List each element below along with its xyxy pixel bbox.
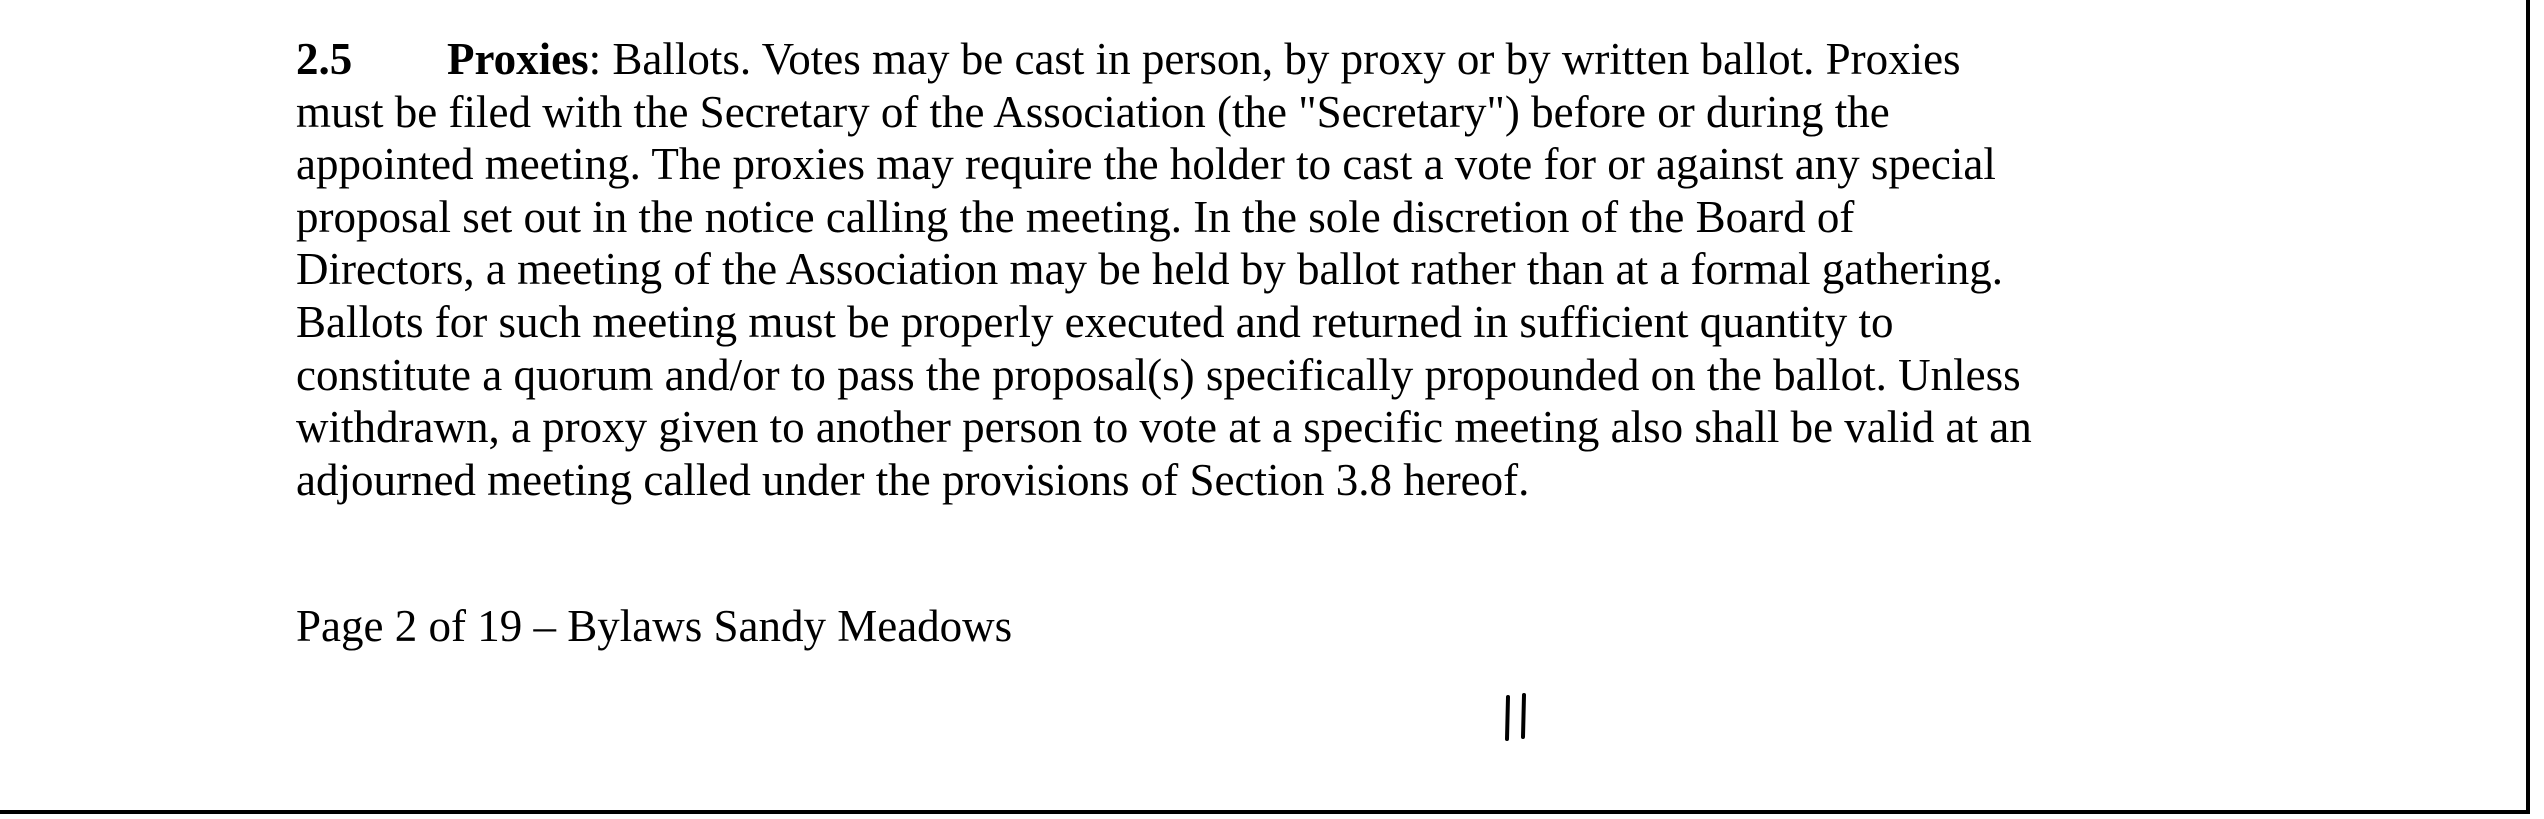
section-text-line: must be filed with the Secretary of the Association (the "Secretary") before or during the bbox=[296, 86, 1890, 137]
section-text-line: adjourned meeting called under the provisions of Section 3.8 hereof. bbox=[296, 454, 1530, 505]
section-number: 2.5 bbox=[296, 34, 353, 84]
section-text-line: : Ballots. Votes may be cast in person, by proxy or by written ballot. Proxies bbox=[588, 34, 1961, 84]
section-text-line: Ballots for such meeting must be properly executed and returned in sufficient quantity to bbox=[296, 296, 1894, 347]
section-line-1 bbox=[296, 33, 2536, 86]
section-text-line: appointed meeting. The proxies may require the holder to cast a vote for or against any special bbox=[296, 139, 1996, 190]
section-text-line: proposal set out in the notice calling the meeting. In the sole discretion of the Board of bbox=[296, 191, 1855, 242]
page-border-bottom bbox=[0, 810, 2530, 814]
section-2-5 bbox=[296, 33, 2536, 506]
handwritten-mark bbox=[1499, 693, 1535, 743]
section-text-line: constitute a quorum and/or to pass the proposal(s) specifically propounded on the ballot. Unless bbox=[296, 349, 2021, 400]
section-text-line: Directors, a meeting of the Association may be held by ballot rather than at a formal gathering. bbox=[296, 244, 2003, 295]
section-text-line: withdrawn, a proxy given to another person to vote at a specific meeting also shall be valid at an bbox=[296, 402, 2032, 453]
page-border-right bbox=[2526, 0, 2530, 814]
section-heading: Proxies bbox=[447, 34, 589, 84]
page-footer: Page 2 of 19 – Bylaws Sandy Meadows bbox=[296, 601, 1013, 651]
